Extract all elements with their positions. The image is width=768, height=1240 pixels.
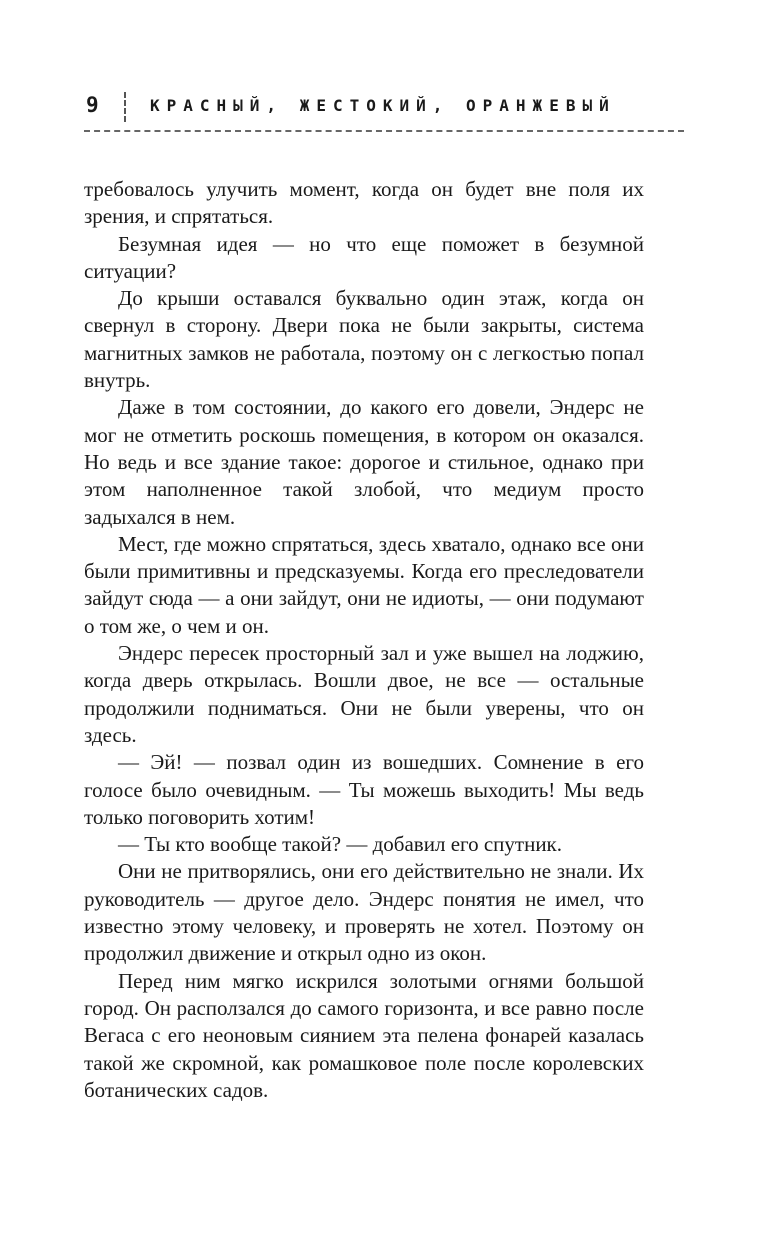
- paragraph-9: Они не притворялись, они его действительно не знали. Их руководитель — другое дело. Эндерс понятия не имел, что известно этому человеку, и проверять не хотел. Поэтому он продолжил движение и открыл одно из окон.: [84, 859, 644, 966]
- header-rule: [84, 130, 684, 132]
- paragraph-4: Даже в том состоянии, до какого его довели, Эндерс не мог не отметить роскошь помещения, в котором он оказался. Но ведь и все здание такое: дорогое и стильное, однако при этом наполненное такой злобой, что медиум просто задыхался в нем.: [84, 395, 644, 529]
- paragraph-1: требовалось улучить момент, когда он будет вне поля их зрения, и спрятаться.: [84, 177, 644, 229]
- paragraph-6: Эндерс пересек просторный зал и уже вышел на лоджию, когда дверь открылась. Вошли двое, не все — остальные продолжили подниматься. Они не были уверены, что он здесь.: [84, 641, 644, 747]
- paragraph-10: Перед ним мягко искрился золотыми огнями большой город. Он расползался до самого горизонта, и все равно после Вегаса с его неоновым сиянием эта пелена фонарей казалась такой же скромной, как ромашковое поле после королевских ботанических садов.: [84, 968, 644, 1102]
- paragraph-7: — Эй! — позвал один из вошедших. Сомнение в его голосе было очевидным. — Ты можешь выходить! Мы ведь только поговорить хотим!: [84, 750, 644, 829]
- paragraph-8: — Ты кто вообще такой? — добавил его спутник.: [118, 832, 563, 857]
- paragraph-3: До крыши оставался буквально один этаж, когда он свернул в сторону. Двери пока не были закрыты, система магнитных замков не работала, поэтому он с легкостью попал внутрь.: [84, 286, 644, 393]
- body-text: [84, 176, 644, 1104]
- running-title: КРАСНЫЙ, ЖЕСТОКИЙ, ОРАНЖЕВЫЙ: [150, 96, 616, 115]
- header-separator: [124, 92, 126, 122]
- paragraph-2: Безумная идея — но что еще поможет в безумной ситуации?: [84, 231, 644, 283]
- page-header: [84, 92, 684, 122]
- paragraph-5: Мест, где можно спрятаться, здесь хватало, однако все они были примитивны и предсказуемы. Когда его преследователи зайдут сюда — а они зайдут, они не идиоты, — они подумают о том же, о чем и он.: [84, 531, 644, 638]
- page-number: 9: [86, 93, 99, 117]
